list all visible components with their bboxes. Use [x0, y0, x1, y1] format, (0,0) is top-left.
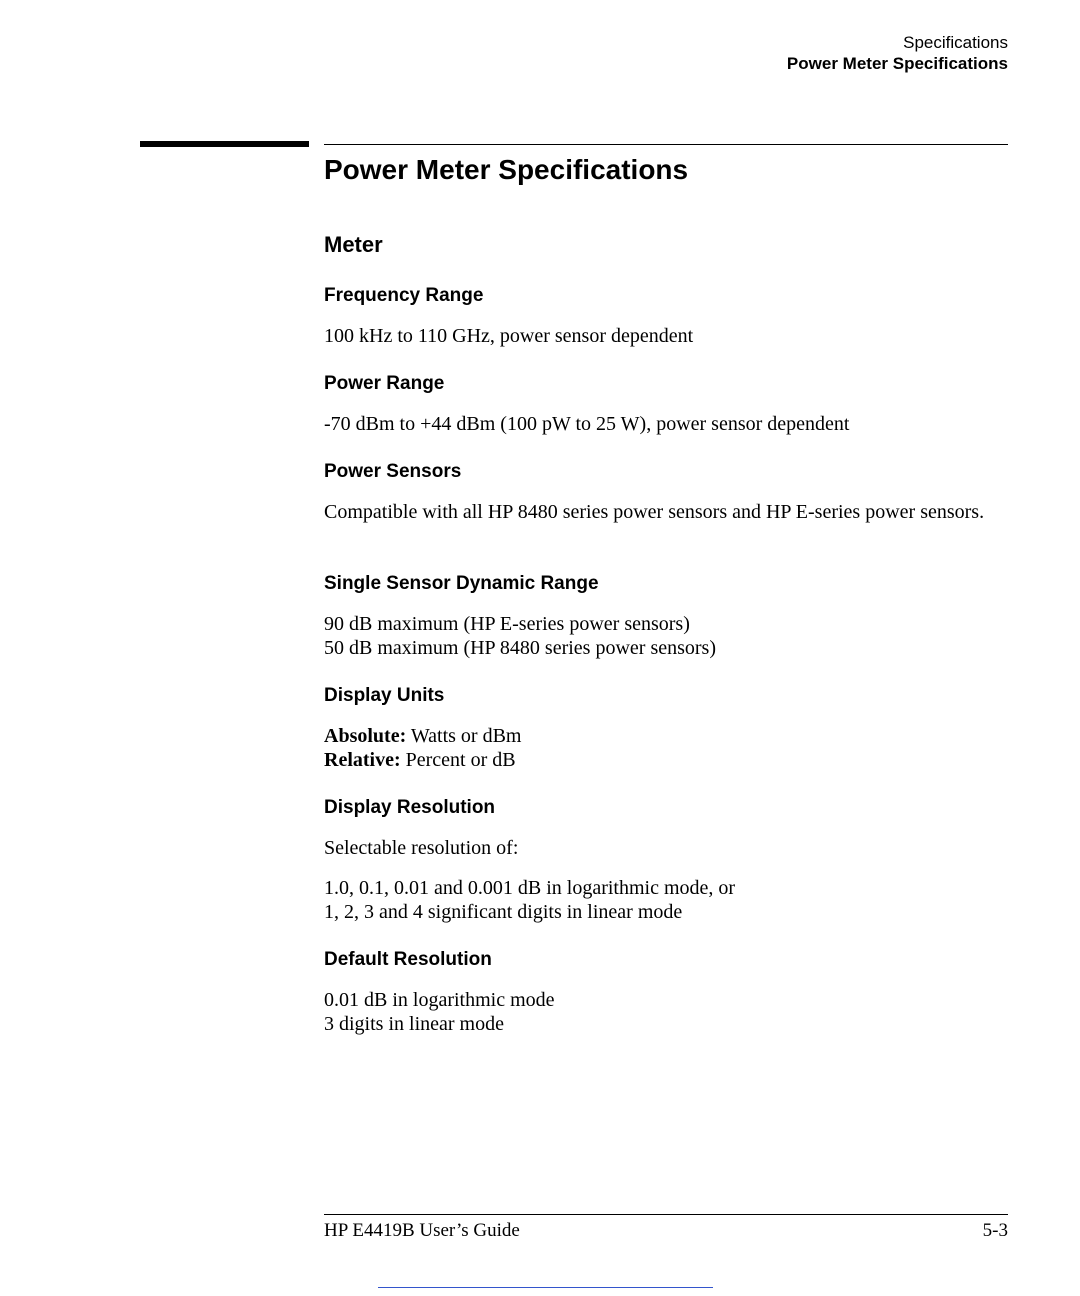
- dynamic-range-line-2: 50 dB maximum (HP 8480 series power sensors): [324, 637, 716, 659]
- absolute-value: Watts or dBm: [406, 725, 522, 747]
- default-resolution-line-2: 3 digits in linear mode: [324, 1013, 504, 1035]
- heading-power-range: Power Range: [324, 373, 445, 394]
- section-title-meter: Meter: [324, 232, 383, 257]
- heading-display-units: Display Units: [324, 685, 445, 706]
- heading-power-sensors: Power Sensors: [324, 461, 462, 482]
- footer-guide-title: HP E4419B User’s Guide: [324, 1220, 520, 1241]
- footer-rule: [324, 1214, 1008, 1215]
- footer-page-number: 5-3: [982, 1220, 1008, 1241]
- running-header-chapter: Specifications: [903, 33, 1008, 52]
- text-display-resolution-intro: Selectable resolution of:: [324, 837, 519, 859]
- heading-default-resolution: Default Resolution: [324, 949, 492, 970]
- text-dynamic-range: [324, 612, 1014, 660]
- display-units-absolute: [324, 724, 1014, 748]
- text-power-sensors: Compatible with all HP 8480 series power sensors and HP E-series power sensors.: [324, 501, 985, 523]
- footer-link-underline: [378, 1287, 713, 1288]
- text-display-units: [324, 724, 1014, 772]
- text-display-resolution-options: [324, 876, 1014, 924]
- display-resolution-line-2: 1, 2, 3 and 4 significant digits in linear mode: [324, 901, 683, 923]
- page-title: Power Meter Specifications: [324, 154, 689, 185]
- relative-label: Relative:: [324, 749, 401, 771]
- running-header-section: Power Meter Specifications: [786, 54, 1008, 73]
- text-default-resolution: [324, 988, 1014, 1036]
- chapter-thick-rule: [140, 141, 309, 147]
- running-header: [787, 32, 1008, 74]
- heading-dynamic-range: Single Sensor Dynamic Range: [324, 573, 599, 594]
- heading-frequency-range: Frequency Range: [324, 285, 484, 306]
- relative-value: Percent or dB: [400, 749, 516, 771]
- default-resolution-line-1: 0.01 dB in logarithmic mode: [324, 989, 555, 1011]
- text-power-range: -70 dBm to +44 dBm (100 pW to 25 W), power sensor dependent: [324, 413, 850, 435]
- text-frequency-range: 100 kHz to 110 GHz, power sensor dependent: [324, 325, 694, 347]
- chapter-thin-rule: [324, 144, 1008, 145]
- heading-display-resolution: Display Resolution: [324, 797, 496, 818]
- absolute-label: Absolute:: [324, 725, 407, 747]
- display-resolution-line-1: 1.0, 0.1, 0.01 and 0.001 dB in logarithmic mode, or: [324, 877, 736, 899]
- display-units-relative: [324, 748, 1014, 772]
- dynamic-range-line-1: 90 dB maximum (HP E-series power sensors): [324, 613, 690, 635]
